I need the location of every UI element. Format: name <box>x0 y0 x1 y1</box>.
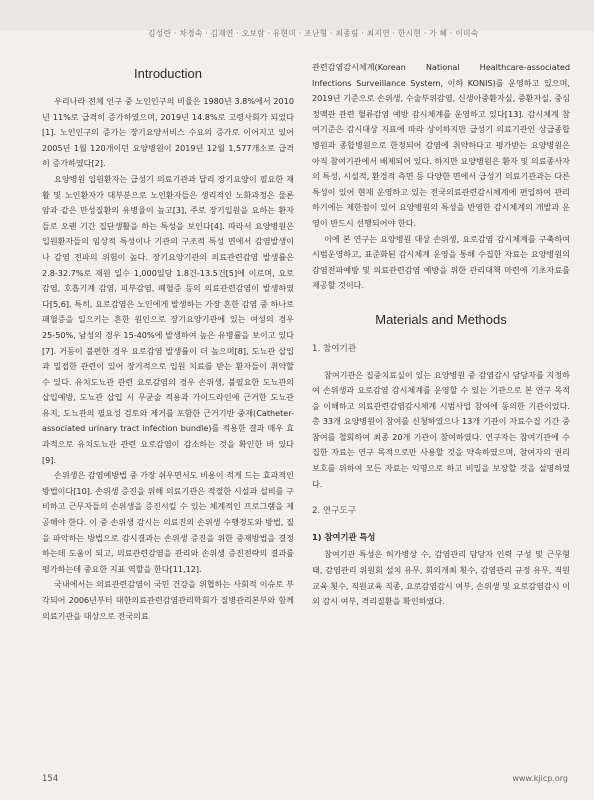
left-column <box>42 60 294 624</box>
intro-paragraph-1: 우리나라 전체 인구 중 노인인구의 비율은 1980년 3.8%에서 2010년 11%로 급격히 증가하였으며, 2019년 14.8%로 고령사회가 되었다[1]. 노인인구의 증가는 장기요양서비스 수요의 증가로 이어지고 있어 2005년 1월 120개이던 요양병원이 2019년 12월 1,577개소로 급격히 증가하였다[2]. <box>42 96 294 169</box>
author-list: 김성란 · 차경숙 · 김재연 · 오보람 · 유현미 · 조난형 · 최종림 · 최지연 · 한시현 · 가 혜 · 이미숙 <box>148 29 479 38</box>
header-band <box>0 0 594 30</box>
materials-methods-heading: Materials and Methods <box>375 311 507 327</box>
participants-paragraph: 참여기관은 집중치료실이 있는 요양병원 중 감염감시 담당자를 지정하여 손위생과 요로감염 감시체계를 운영할 수 있는 기관으로 본 연구 목적을 이해하고 의료관련감염감시체계 시범사업 참여에 동의한 기관이었다. 총 33개 요양병원이 참여를 신청하였으나 13개 기관이 자료수집 기간 중 참여를 철회하여 최종 20개 기관이 참여하였다. 연구자는 참여기관에 수집한 자료는 연구 목적으로만 사용할 것을 약속하였으며, 참여자의 권리 보호를 위하여 모든 자료는 익명으로 하고 비밀을 보장할 것을 설명하였다. <box>312 369 570 489</box>
page-number: 154 <box>42 774 59 784</box>
subsection-participants-heading: 1. 참여기관 <box>312 343 357 354</box>
intro-paragraph-5: 관련감염감시체계(Korean National Healthcare-associated Infections Surveillance System, 이하 KONIS)를 운영하고 있으며, 2019년 기준으로 손위생, 수술부위감염, 신생아중환자실, 중환자실, 중심정맥관 관련 혈류감염 예방 감시체계를 운영하고 있다[13]. 감시체계 참여기준은 감시대상 지표에 따라 상이하지만 급성기 의료기관인 상급종합병원과 종합병원으로 한정되어 감염에 취약하다고 평가받는 요양병원은 아직 참여기관에서 배제되어 있다. 하지만 요양병원은 환자 및 의료종사자의 특성, 시설적, 환경적 측면 등 다양한 면에서 급성기 의료기관과는 다른 특성이 있어 현재 운영하고 있는 전국의료관련감시체계에 편입하여 관리하기에는 제한점이 있어 요양병원의 특성을 반영한 감시체계의 개발과 운영이 반드시 선행되어야 한다. <box>312 62 570 228</box>
institution-characteristics-paragraph: 참여기관 특성은 허가병상 수, 감염관리 담당자 인력 구성 및 근무형태, 감염관리 위원회 설치 유무, 회의개최 횟수, 감염관리 규정 유무, 직원교육 횟수, 직원교육 직종, 요로감염감시 여부, 손위생 및 요로감염감시 이외 감시 여부, 격리질환을 확인하였다. <box>312 549 570 607</box>
intro-paragraph-4: 국내에서는 의료관련감염이 국민 건강을 위협하는 사회적 이슈로 부각되어 2006년부터 대한의료관련감염관리학회가 질병관리본부와 함께 의료기관을 대상으로 전국의료 <box>42 579 294 621</box>
subsubsection-institution-characteristics: 1) 참여기관 특성 <box>312 531 376 542</box>
intro-paragraph-2: 요양병원 입원환자는 급성기 의료기관과 달리 장기요양이 필요한 재활 및 노인환자가 대부분으로 노인환자들은 생리적인 노화과정은 물론 암과 같은 만성질환의 유병율이 높고[3], 주로 장기입원을 요하는 환자들로 오랜 기간 집단생활을 하는 특성을 보인다[4]. 따라서 요양병원은 입원환자들의 임상적 특성이나 기관의 구조적 특성 면에서 감염발생이나 감염 전파의 위험이 높다. 장기요양기관의 의료관련감염 발생률은 2.8-32.7%로 재원 일수 1,000일당 1.8건-13.5건[5]에 이르며, 요로감염, 호흡기계 감염, 피부감염, 폐혈증 등의 의료관련감염이 발생하였다[5,6]. 특히, 요로감염은 노인에게 발생하는 가장 흔한 감염 중 하나로 패혈증을 일으키는 흔한 원인으로 장기요양기관에 있는 여성의 경우 25-50%, 남성의 경우 15-40%에 발생하여 높은 유병률을 보이고 있다[7]. 거동이 불편한 경우 요로감염 발생률이 더 높으며[8], 도뇨관 삽입과 밀접한 관련이 있어 장기적으로 입원 치료를 받는 환자들이 취약할 수 있다. 유치도뇨관 관련 요로감염의 경우 손위생, 불필요한 도뇨관의 삽입예방, 도뇨관 삽입 시 무균술 적용과 가이드라인에 근거한 도뇨관 유지, 도뇨관의 필요성 검토와 제거를 포함한 근거기반 중재(Catheter-associated urinary tract infection bundle)를 적용한 결과 매우 효과적으로 유치도뇨관 관련 요로감염이 감소하는 것을 확인한 바 있다[9]. <box>42 173 294 465</box>
intro-paragraph-3: 손위생은 감염예방법 중 가장 쉬우면서도 비용이 적게 드는 효과적인 방법이다[10]. 손위생 증진을 위해 의료기관은 적절한 시설과 설비를 구비하고 근무자들의 손위생을 증진시킬 수 있는 체계적인 프로그램을 제공해야 한다. 이 중 손위생 감시는 의료진의 손위생 수행정도와 방법, 질을 파악하는 방법으로 감시결과는 손위생 증진을 위한 중재방법을 결정하는데 도움이 되고, 의료관련감염을 관리와 손위생 증진전략의 결과를 평가하는데 중요한 지표 역할을 한다[11,12]. <box>42 470 294 574</box>
intro-paragraph-6: 이에 본 연구는 요양병원 대상 손위생, 요로감염 감시체계를 구축하여 시범운영하고, 표준화된 감시체계 운영을 통해 수집한 자료는 요양병원의 감염전파예방 및 의료관련감염 예방을 위한 관리대책 마련에 기초자료를 제공할 것이다. <box>312 233 570 291</box>
subsection-instruments-heading: 2. 연구도구 <box>312 506 357 517</box>
introduction-heading: Introduction <box>134 66 202 81</box>
right-column <box>312 60 570 610</box>
journal-url[interactable]: www.kjicp.org <box>512 774 568 783</box>
